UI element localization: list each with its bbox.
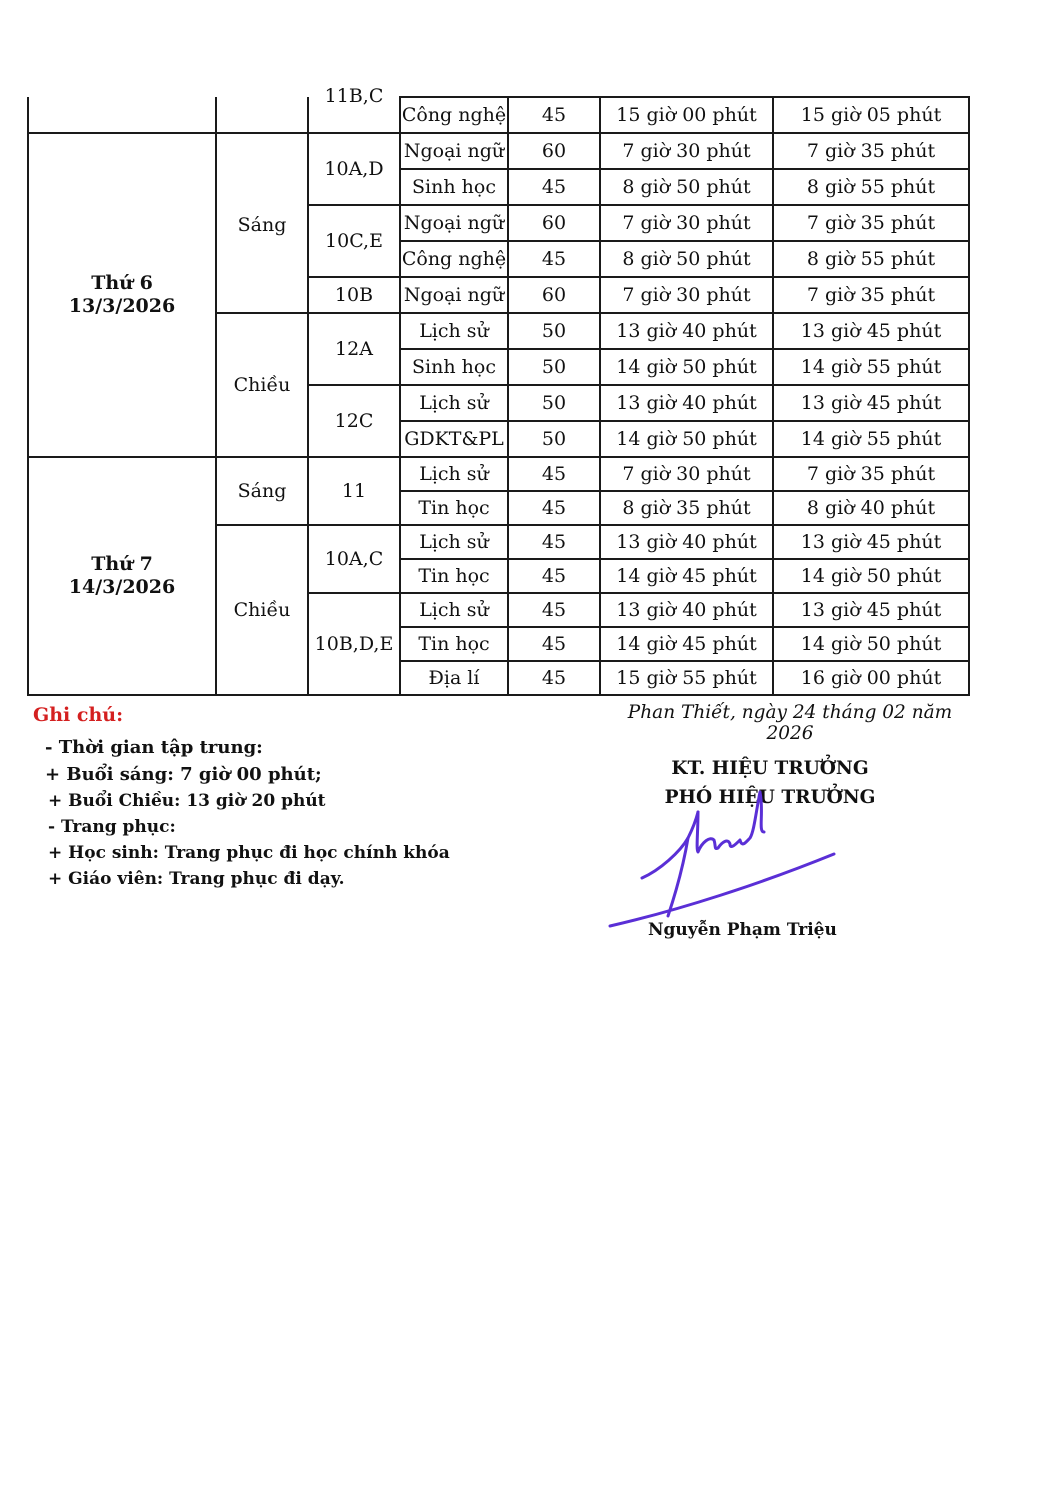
subject-cell: Lịch sử <box>400 525 508 559</box>
open-time-cell: 14 giờ 50 phút <box>773 559 969 593</box>
subject-cell: Ngoại ngữ <box>400 133 508 169</box>
role-line-2: PHÓ HIỆU TRƯỞNG <box>664 787 876 808</box>
duration-cell: 60 <box>508 205 600 241</box>
subject-cell: Lịch sử <box>400 457 508 491</box>
day-cell-continued <box>28 97 216 133</box>
open-time-cell: 14 giờ 55 phút <box>773 421 969 457</box>
note-line: + Học sinh: Trang phục đi học chính khóa <box>48 843 450 863</box>
start-time-cell: 7 giờ 30 phút <box>600 205 773 241</box>
table-row <box>28 457 969 491</box>
exam-schedule-table <box>27 85 970 696</box>
duration-cell: 45 <box>508 627 600 661</box>
day-weekday: Thứ 6 <box>91 272 153 295</box>
note-line: + Buổi sáng: 7 giờ 00 phút; <box>45 764 322 785</box>
subject-cell: Công nghệ <box>400 97 508 133</box>
start-time-cell: 13 giờ 40 phút <box>600 593 773 627</box>
open-time-cell: 8 giờ 40 phút <box>773 491 969 525</box>
start-time-cell: 14 giờ 45 phút <box>600 559 773 593</box>
start-time-cell: 14 giờ 50 phút <box>600 349 773 385</box>
duration-cell: 45 <box>508 559 600 593</box>
duration-cell: 45 <box>508 97 600 133</box>
class-cell: 10B <box>308 277 400 313</box>
session-cell-continued <box>216 97 308 133</box>
note-line: + Buổi Chiều: 13 giờ 20 phút <box>48 791 326 811</box>
open-time-cell: 15 giờ 05 phút <box>773 97 969 133</box>
open-time-cell: 16 giờ 00 phút <box>773 661 969 695</box>
subject-cell: Công nghệ <box>400 241 508 277</box>
start-time-cell: 14 giờ 50 phút <box>600 421 773 457</box>
day-cell <box>28 133 216 457</box>
signature-block <box>560 702 960 940</box>
signer-name: Nguyễn Phạm Triệu <box>648 920 837 940</box>
start-time-cell: 7 giờ 30 phút <box>600 277 773 313</box>
duration-cell: 50 <box>508 421 600 457</box>
duration-cell: 45 <box>508 525 600 559</box>
open-time-cell: 7 giờ 35 phút <box>773 277 969 313</box>
start-time-cell: 14 giờ 45 phút <box>600 627 773 661</box>
start-time-cell: 15 giờ 00 phút <box>600 97 773 133</box>
subject-cell: Tin học <box>400 559 508 593</box>
open-time-cell: 7 giờ 35 phút <box>773 205 969 241</box>
table-row <box>28 97 969 133</box>
start-time-cell: 13 giờ 40 phút <box>600 385 773 421</box>
class-cell: 10C,E <box>308 205 400 277</box>
start-time-cell: 8 giờ 50 phút <box>600 241 773 277</box>
open-time-cell: 8 giờ 55 phút <box>773 169 969 205</box>
open-time-cell: 13 giờ 45 phút <box>773 385 969 421</box>
day-cell <box>28 457 216 695</box>
handwritten-signature-icon <box>580 792 820 932</box>
duration-cell: 45 <box>508 593 600 627</box>
open-time-cell: 13 giờ 45 phút <box>773 593 969 627</box>
session-cell: Sáng <box>216 133 308 313</box>
day-weekday: Thứ 7 <box>91 553 153 576</box>
class-cell: 12C <box>308 385 400 457</box>
table-row <box>28 133 969 169</box>
place-date: Phan Thiết, ngày 24 tháng 02 năm 2026 <box>627 702 953 744</box>
class-cell: 11B,C <box>308 97 400 133</box>
note-line: - Thời gian tập trung: <box>45 737 263 758</box>
class-cell: 10A,C <box>308 525 400 593</box>
start-time-cell: 8 giờ 35 phút <box>600 491 773 525</box>
class-cell: 12A <box>308 313 400 385</box>
note-line: + Giáo viên: Trang phục đi dạy. <box>48 869 345 889</box>
start-time-cell: 8 giờ 50 phút <box>600 169 773 205</box>
open-time-cell: 13 giờ 45 phút <box>773 313 969 349</box>
open-time-cell: 7 giờ 35 phút <box>773 133 969 169</box>
open-time-cell: 7 giờ 35 phút <box>773 457 969 491</box>
start-time-cell: 7 giờ 30 phút <box>600 133 773 169</box>
session-cell: Chiều <box>216 525 308 695</box>
start-time-cell: 13 giờ 40 phút <box>600 313 773 349</box>
duration-cell: 60 <box>508 133 600 169</box>
day-date: 13/3/2026 <box>68 295 176 317</box>
class-cell: 10B,D,E <box>308 593 400 695</box>
class-cell: 10A,D <box>308 133 400 205</box>
subject-cell: Tin học <box>400 491 508 525</box>
start-time-cell: 13 giờ 40 phút <box>600 525 773 559</box>
start-time-cell: 15 giờ 55 phút <box>600 661 773 695</box>
open-time-cell: 13 giờ 45 phút <box>773 525 969 559</box>
session-cell: Sáng <box>216 457 308 525</box>
subject-cell: Ngoại ngữ <box>400 205 508 241</box>
subject-cell: Ngoại ngữ <box>400 277 508 313</box>
duration-cell: 45 <box>508 457 600 491</box>
subject-cell: Lịch sử <box>400 313 508 349</box>
note-line: - Trang phục: <box>48 817 176 837</box>
duration-cell: 50 <box>508 385 600 421</box>
duration-cell: 60 <box>508 277 600 313</box>
duration-cell: 45 <box>508 169 600 205</box>
notes-title: Ghi chú: <box>33 704 124 726</box>
role-line-1: KT. HIỆU TRƯỞNG <box>671 758 869 779</box>
open-time-cell: 14 giờ 50 phút <box>773 627 969 661</box>
open-time-cell: 8 giờ 55 phút <box>773 241 969 277</box>
day-date: 14/3/2026 <box>68 576 176 598</box>
subject-cell: Lịch sử <box>400 385 508 421</box>
subject-cell: Địa lí <box>400 661 508 695</box>
subject-cell: Lịch sử <box>400 593 508 627</box>
duration-cell: 50 <box>508 349 600 385</box>
duration-cell: 45 <box>508 491 600 525</box>
start-time-cell: 7 giờ 30 phút <box>600 457 773 491</box>
notes-section <box>33 704 450 892</box>
class-cell: 11 <box>308 457 400 525</box>
session-cell: Chiều <box>216 313 308 457</box>
open-time-cell: 14 giờ 55 phút <box>773 349 969 385</box>
duration-cell: 45 <box>508 661 600 695</box>
subject-cell: Sinh học <box>400 169 508 205</box>
duration-cell: 45 <box>508 241 600 277</box>
subject-cell: GDKT&PL <box>400 421 508 457</box>
subject-cell: Tin học <box>400 627 508 661</box>
subject-cell: Sinh học <box>400 349 508 385</box>
duration-cell: 50 <box>508 313 600 349</box>
